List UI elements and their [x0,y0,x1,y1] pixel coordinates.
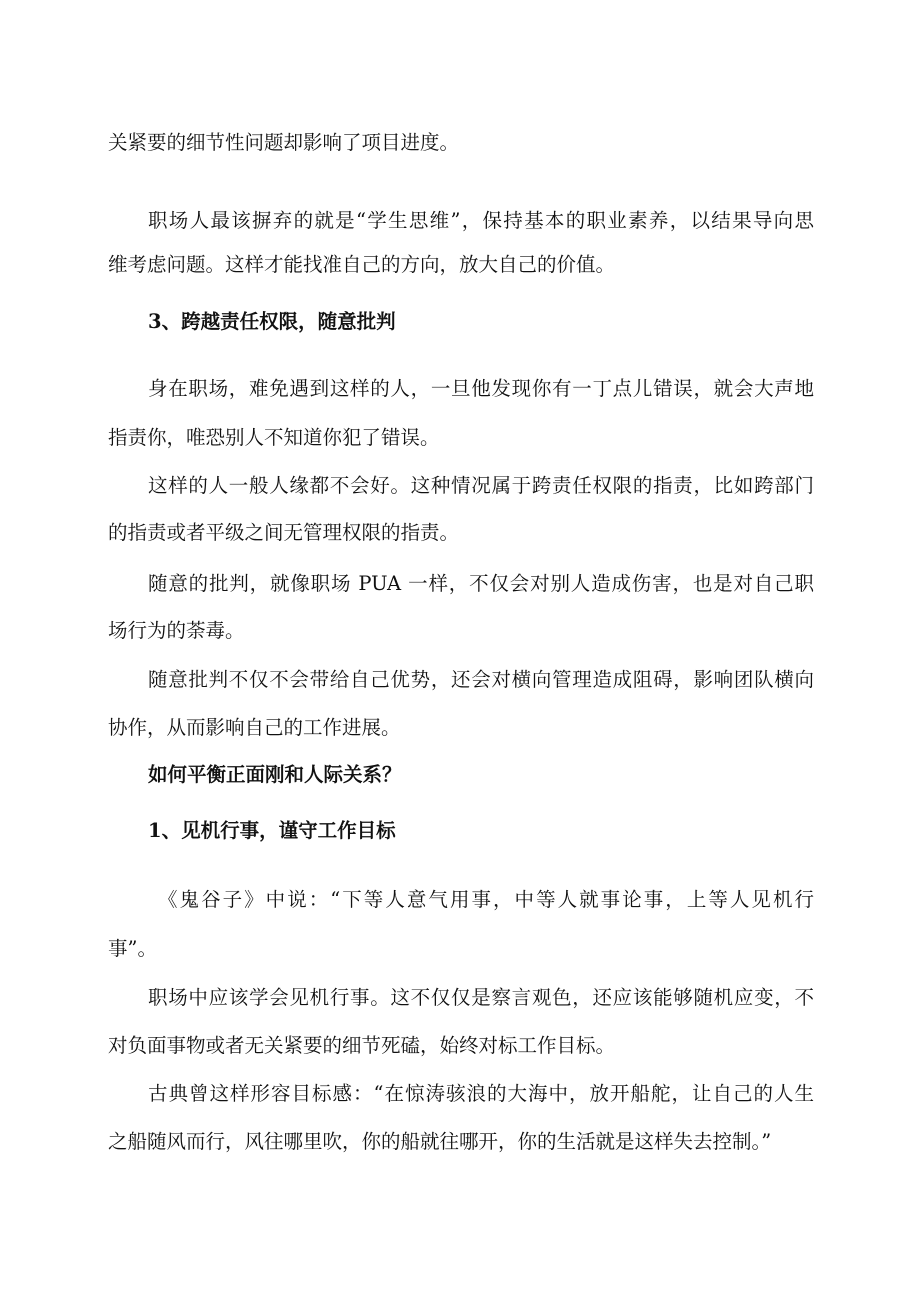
paragraph-line: 关紧要的细节性问题却影响了项目进度。 [108,131,460,154]
paragraph-line: 随意批判不仅不会带给自己优势，还会对横向管理造成阻碍，影响团队横向 [148,668,814,691]
paragraph-line: 《鬼谷子》中说：“下等人意气用事，中等人就事论事，上等人见机行 [158,888,814,911]
paragraph-line: 对负面事物或者无关紧要的细节死磕，始终对标工作目标。 [108,1034,616,1057]
paragraph-line: 事”。 [108,937,157,960]
section-heading: 3、跨越责任权限，随意批判 [148,310,396,333]
paragraph-line: 场行为的荼毒。 [108,619,245,642]
paragraph-line: 古典曾这样形容目标感：“在惊涛骇浪的大海中，放开船舵，让自己的人生 [148,1082,814,1105]
paragraph-line: 的指责或者平级之间无管理权限的指责。 [108,521,460,544]
paragraph-line: 之船随风而行，风往哪里吹，你的船就往哪开，你的生活就是这样失去控制。” [108,1130,772,1153]
paragraph-line: 指责你，唯恐别人不知道你犯了错误。 [108,426,440,449]
paragraph-line: 身在职场，难免遇到这样的人，一旦他发现你有一丁点儿错误，就会大声地 [148,377,814,400]
section-heading: 1、见机行事，谨守工作目标 [148,819,396,842]
paragraph-line: 职场中应该学会见机行事。这不仅仅是察言观色，还应该能够随机应变，不 [148,986,814,1009]
paragraph-line: 职场人最该摒弃的就是“学生思维”，保持基本的职业素养，以结果导向思 [148,209,814,232]
paragraph-line: 这样的人一般人缘都不会好。这种情况属于跨责任权限的指责，比如跨部门 [148,474,814,497]
paragraph-line: 维考虑问题。这样才能找准自己的方向，放大自己的价值。 [108,253,616,276]
section-heading: 如何平衡正面刚和人际关系？ [148,763,402,786]
paragraph-line: 协作，从而影响自己的工作进展。 [108,716,401,739]
paragraph-line: 随意的批判，就像职场 PUA 一样，不仅会对别人造成伤害，也是对自己职 [148,572,814,595]
